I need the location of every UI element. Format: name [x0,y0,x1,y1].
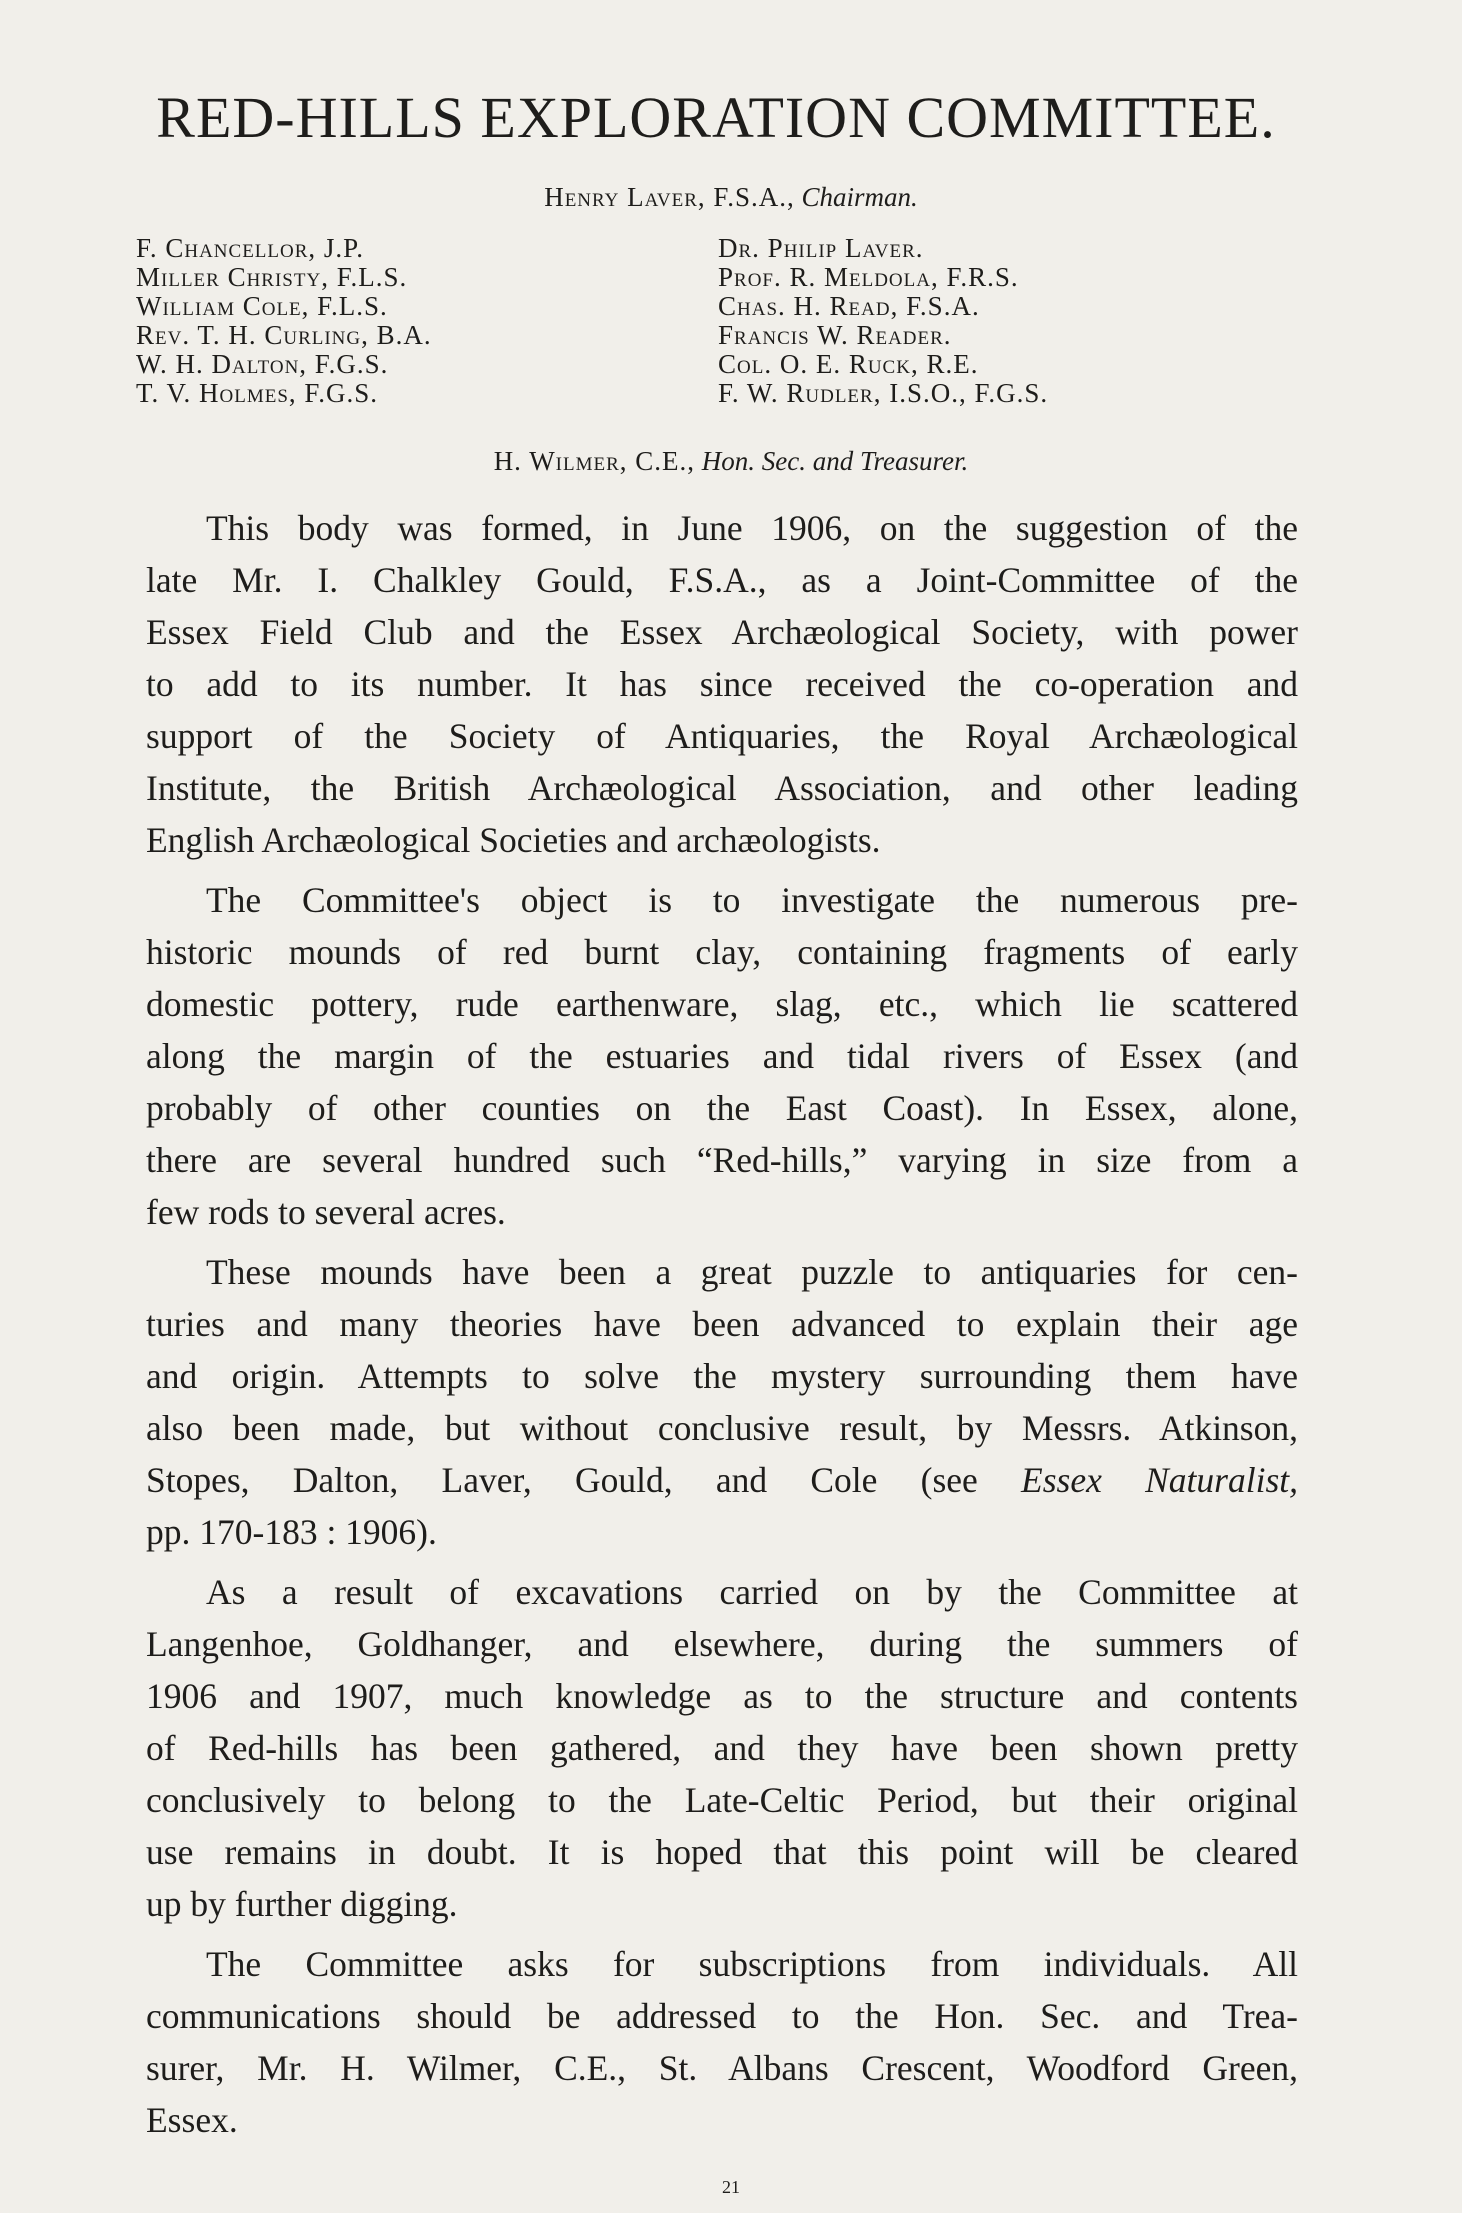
text-line: This body was formed, in June 1906, on the suggestion of the [206,508,1298,548]
chairman-line [0,182,1462,213]
members-right-column [718,234,1048,408]
text-line: These mounds have been a great puzzle to antiquaries for cen- [206,1252,1298,1292]
text-line: communications should be addressed to the Hon. Sec. and Trea- [146,1996,1298,2036]
paragraph-subscriptions [146,1938,1298,2146]
member-name: Chas. H. Read, F.S.A. [718,291,980,321]
text-line: Essex Field Club and the Essex Archæological Society, with power [146,612,1298,652]
member-name: Dr. Philip Laver. [718,233,924,263]
member-name: Rev. T. H. Curling, B.A. [136,320,432,350]
paragraph-excavations [146,1566,1298,1930]
text-line: of Red-hills has been gathered, and they have been shown pretty [146,1728,1298,1768]
text-line: late Mr. I. Chalkley Gould, F.S.A., as a Joint-Committee of the [146,560,1298,600]
text-line: conclusively to belong to the Late-Celtic Period, but their original [146,1780,1298,1820]
text-line: turies and many theories have been advanced to explain their age [146,1304,1298,1344]
text-line: and origin. Attempts to solve the mystery surrounding them have [146,1356,1298,1396]
paragraph-formation [146,502,1298,866]
text-line: As a result of excavations carried on by the Committee at [206,1572,1298,1612]
member-name: Miller Christy, F.L.S. [136,262,408,292]
text-line: English Archæological Societies and archæologists. [146,820,881,860]
page-title: RED-HILLS EXPLORATION COMMITTEE. [156,85,1276,150]
member-name: T. V. Holmes, F.G.S. [136,378,379,408]
member-name: F. W. Rudler, I.S.O., F.G.S. [718,378,1049,408]
text-line: historic mounds of red burnt clay, containing fragments of early [146,932,1298,972]
secretary-line [0,446,1462,477]
member-name: William Cole, F.L.S. [136,291,388,321]
text-line: 1906 and 1907, much knowledge as to the structure and contents [146,1676,1298,1716]
text-line: pp. 170-183 : 1906). [146,1512,437,1552]
members-left-column [136,234,432,408]
text-line: surer, Mr. H. Wilmer, C.E., St. Albans Crescent, Woodford Green, [146,2048,1298,2088]
text-line: Langenhoe, Goldhanger, and elsewhere, during the summers of [146,1624,1298,1664]
text-line-with-reference [146,1454,1298,1506]
member-name: Col. O. E. Ruck, R.E. [718,349,979,379]
text-line: there are several hundred such “Red-hills,” varying in size from a [146,1140,1298,1180]
member-name: W. H. Dalton, F.G.S. [136,349,389,379]
text-line: along the margin of the estuaries and tidal rivers of Essex (and [146,1036,1298,1076]
paragraph-puzzle [146,1246,1298,1558]
page-number: 21 [722,2177,740,2197]
member-name: Francis W. Reader. [718,320,952,350]
secretary-role: Hon. Sec. and Treasurer. [701,446,969,476]
text-line: The Committee asks for subscriptions from individuals. All [206,1944,1298,1984]
text-line: also been made, but without conclusive result, by Messrs. Atkinson, [146,1408,1298,1448]
text-line: to add to its number. It has since received the co-operation and [146,664,1298,704]
text-line: few rods to several acres. [146,1192,506,1232]
text-line: The Committee's object is to investigate the numerous pre- [206,880,1298,920]
text-fragment: Stopes, Dalton, Laver, Gould, and Cole (see [146,1460,978,1500]
body-text [146,502,1298,2154]
chairman-role: Chairman. [801,182,918,212]
text-line: domestic pottery, rude earthenware, slag, etc., which lie scattered [146,984,1298,1024]
secretary-name: H. Wilmer, C.E., [493,446,696,476]
journal-reference: Essex Naturalist, [1021,1460,1299,1500]
text-line: use remains in doubt. It is hoped that this point will be cleared [146,1832,1298,1872]
paragraph-object [146,874,1298,1238]
text-line: up by further digging. [146,1884,458,1924]
text-line: support of the Society of Antiquaries, the Royal Archæological [146,716,1298,756]
text-line: probably of other counties on the East Coast). In Essex, alone, [146,1088,1298,1128]
chairman-name: Henry Laver, F.S.A., [544,182,795,212]
text-line: Institute, the British Archæological Association, and other leading [146,768,1298,808]
member-name: F. Chancellor, J.P. [136,233,364,263]
member-name: Prof. R. Meldola, F.R.S. [718,262,1019,292]
text-line: Essex. [146,2100,238,2140]
